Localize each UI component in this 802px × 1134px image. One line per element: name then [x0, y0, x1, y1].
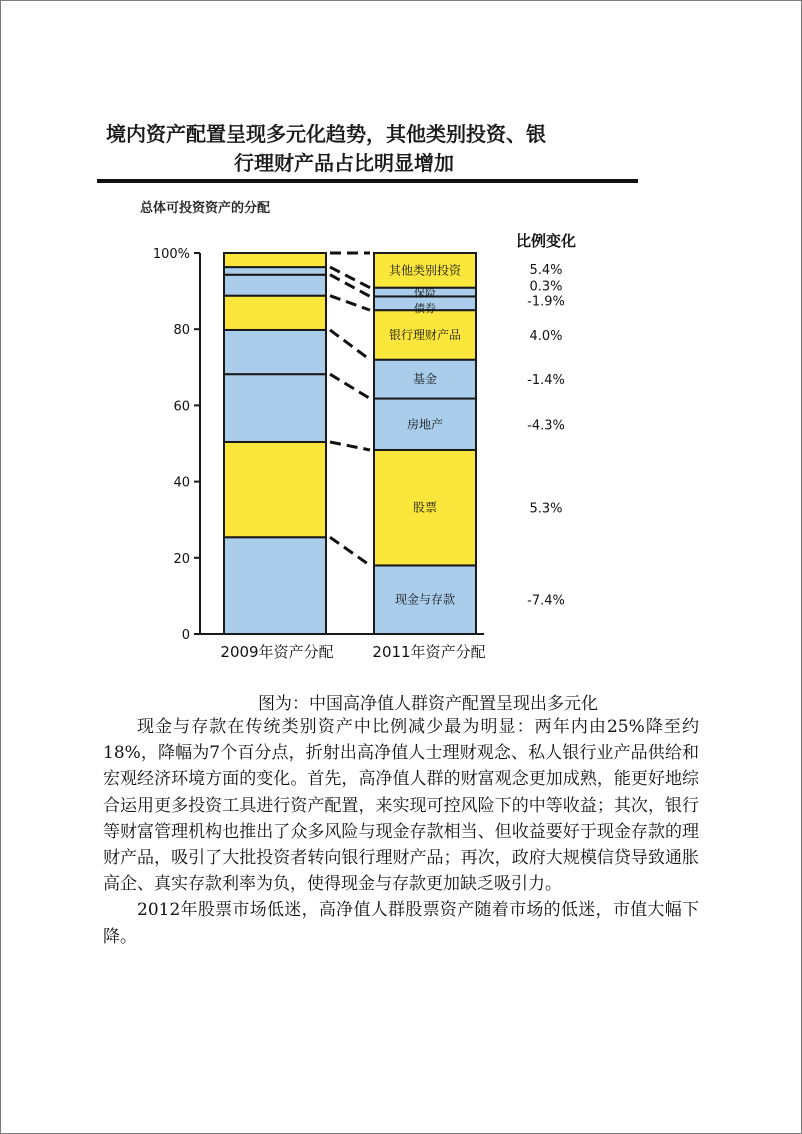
change-value-基金: -1.4%: [527, 373, 565, 389]
change-value-现金与存款: -7.4%: [527, 593, 565, 609]
chart-title-line-2: 行理财产品占比明显增加: [234, 151, 454, 175]
change-value-股票: 5.3%: [529, 501, 563, 517]
change-value-房地产: -4.3%: [527, 418, 565, 434]
segment-label-其他类别投资: 其他类别投资: [388, 263, 462, 278]
segment-label-银行理财产品: 银行理财产品: [388, 327, 462, 342]
y-tick-label: 20: [173, 551, 190, 567]
change-header: 比例变化: [515, 232, 577, 250]
change-value-保险: 0.3%: [529, 279, 563, 295]
category-label-2009: 2009年资产分配: [220, 643, 334, 661]
chart-subtitle: 总体可投资资产的分配: [140, 201, 271, 216]
bar-segment-股票: [224, 442, 326, 537]
paragraph-2: 2012年股票市场低迷，高净值人群股票资产随着市场的低迷，市值大幅下降。: [103, 900, 699, 947]
connector-line: [330, 296, 370, 310]
segment-label-现金与存款: 现金与存款: [394, 592, 456, 607]
chart-title-line-1: 境内资产配置呈现多元化趋势，其他类别投资、银: [106, 122, 546, 146]
connector-line: [330, 330, 370, 360]
change-value-其他类别投资: 5.4%: [529, 263, 563, 279]
bar-segment-银行理财产品: [224, 296, 326, 330]
figure-caption: 图为：中国高净值人群资产配置呈现出多元化: [258, 694, 598, 714]
y-tick-label: 80: [173, 323, 190, 339]
connector-line: [330, 537, 370, 565]
bar-segment-基金: [224, 330, 326, 374]
body-text: [103, 714, 699, 950]
paragraph-1: 现金与存款在传统类别资产中比例减少最为明显：两年内由25%降至约18%，降幅为7个百分点，折射出高净值人士理财观念、私人银行业产品供给和宏观经济环境方面的变化。首先，高净值人群的财富观念更加成熟，能更好地综合运用更多投资工具进行资产配置，来实现可控风险下的中等收益；其次，银行等财富管理机构也推出了众多风险与现金存款相当、但收益要好于现金存款的理财产品，吸引了大批投资者转向银行理财产品；再次，政府大规模信贷导致通胀高企、真实存款利率为负，使得现金与存款更加缺乏吸引力。: [103, 717, 699, 895]
category-label-2011: 2011年资产分配: [372, 643, 486, 661]
change-value-银行理财产品: 4.0%: [529, 328, 563, 344]
connector-line: [330, 442, 370, 450]
bar-segment-其他类别投资: [224, 253, 326, 267]
segment-label-股票: 股票: [412, 500, 438, 515]
change-value-债券: -1.9%: [527, 294, 565, 310]
bar-segment-债券: [224, 275, 326, 296]
y-tick-label: 60: [173, 399, 190, 415]
bar-segment-房地产: [224, 374, 326, 442]
y-tick-label: 100%: [152, 247, 190, 262]
segment-label-债券: 债券: [414, 302, 436, 316]
y-tick-label: 40: [173, 475, 190, 491]
segment-label-保险: 保险: [414, 286, 436, 300]
segment-label-房地产: 房地产: [406, 417, 444, 432]
connector-line: [330, 374, 370, 398]
y-tick-label: 0: [181, 628, 190, 643]
segment-label-基金: 基金: [412, 372, 438, 387]
bar-segment-保险: [224, 267, 326, 275]
bar-segment-现金与存款: [224, 537, 326, 634]
